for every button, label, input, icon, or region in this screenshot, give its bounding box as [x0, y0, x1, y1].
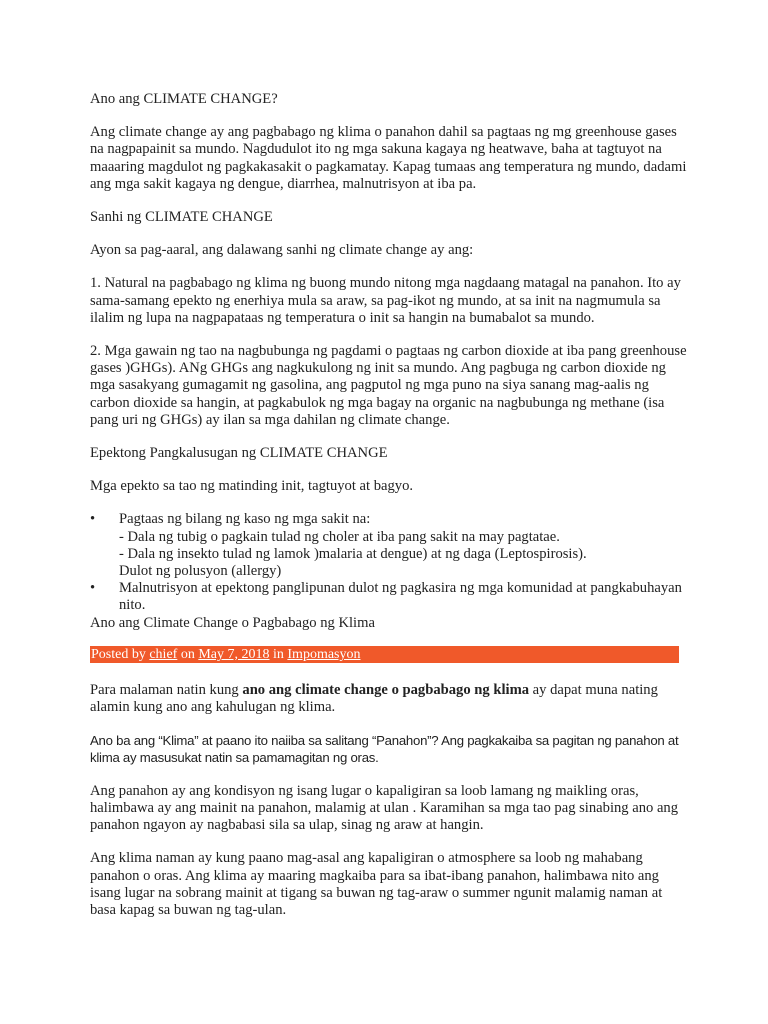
list-item	[119, 511, 690, 580]
paragraph-definition: Ang climate change ay ang pagbabago ng klima o panahon dahil sa pagtaas ng mg greenhouse gases na nagpapainit sa mundo. Nagdudulot ito ng mga sakuna kagaya ng heatwave, baha at tagtuyot na maaaring magdulot ng pagkakasakit o pagkamatay. Kapag tumaas ang temperatura ng mundo, dadami ang mga sakit kagaya ng dengue, diarrhea, malnutrisyon at iba pa.	[90, 124, 687, 192]
paragraph-panahon: Ang panahon ay ang kondisyon ng isang lugar o kapaligiran sa loob lamang ng maikling oras, halimbawa ay ang mainit na panahon, malamig at ulan . Karamihan sa mga tao pag sinabing ano ang panahon ngayon ay nagbabasi sila sa ulap, sinag ng araw at hangin.	[90, 782, 679, 834]
paragraph-line: klima ay masusukat natin sa pamamagitan ng oras.	[90, 750, 379, 766]
posted-by-bar	[90, 646, 679, 663]
paragraph-sanhi-1: 1. Natural na pagbabago ng klima ng buong mundo nitong mga nagdaang matagal na panahon. Ito ay sama-samang epekto ng enerhiya mula sa araw, sa pag-ikot ng mundo, at sa init na nagmumula sa ilalim ng lupa na nagpapataas ng temperatura o init sa hangin na bumabalot sa mundo.	[90, 275, 681, 326]
document-page	[90, 91, 690, 935]
paragraph-klima-vs-panahon	[90, 732, 690, 766]
heading-sanhi: Sanhi ng CLIMATE CHANGE	[90, 209, 273, 226]
paragraph-klima: Ang klima naman ay kung paano mag-asal ang kapaligiran o atmosphere sa loob ng mahabang panahon o oras. Ang klima ay maaring magkaiba para sa ibat-ibang panahon, halimbawa nito ang isang lugar na sobrang mainit at tigang sa buwan ng tag-araw o summer ngunit malamig naman at basa kapag sa buwan ng tag-ulan.	[90, 850, 663, 918]
list-item-line: - Dala ng insekto tulad ng lamok )malaria at dengue) at ng daga (Leptospirosis).	[119, 545, 587, 562]
posted-on-label: on	[177, 646, 199, 662]
paragraph-sanhi-2: 2. Mga gawain ng tao na nagbubunga ng pagdami o pagtaas ng carbon dioxide at iba pang greenhouse gases )GHGs). ANg GHGs ang nagkukulong ng init sa mundo. Ang pagbuga ng carbon dioxide ng mga sasakyang gumagamit ng gasolina, ang pagputol ng mga puno na siya sanang mag-aalis ng carbon dioxide sa hangin, at pagkabulok ng mga bagay na organic na nagbubunga ng methane (isa pang uri ng GHGs) ay ilan sa mga dahilan ng climate change.	[90, 343, 687, 428]
date-link[interactable]: May 7, 2018	[198, 646, 270, 662]
paragraph-intro-text: Para malaman natin kung	[90, 681, 243, 698]
paragraph-epekto-intro: Mga epekto sa tao ng matinding init, tagtuyot at bagyo.	[90, 478, 414, 495]
list-item	[119, 580, 690, 614]
effects-list	[90, 511, 690, 614]
list-item-line: • Pagtaas ng bilang ng kaso ng mga sakit na:	[119, 511, 371, 528]
list-item-line: Dulot ng polusyon (allergy)	[119, 563, 282, 580]
heading-ano-ang-climate-change: Ano ang CLIMATE CHANGE?	[90, 91, 278, 107]
posted-in-label: in	[269, 646, 288, 662]
heading-epekto: Epektong Pangkalusugan ng CLIMATE CHANGE	[90, 445, 388, 462]
paragraph-intro-bold: ano ang climate change o pagbabago ng klima	[242, 681, 530, 698]
author-link[interactable]: chief	[149, 646, 178, 662]
paragraph-sanhi-intro: Ayon sa pag-aaral, ang dalawang sanhi ng climate change ay ang:	[90, 242, 474, 259]
category-link[interactable]: Impomasyon	[287, 646, 361, 662]
posted-by-label: Posted by	[91, 646, 150, 662]
list-item-line: • Malnutrisyon at epektong panglipunan dulot ng pagkasira ng mga komunidad at pangkabuhayan nito.	[119, 580, 682, 614]
paragraph-intro	[90, 682, 690, 716]
paragraph-intro-text-end: ay dapat muna nating alamin kung ano ang kahulugan ng klima.	[90, 681, 658, 716]
article-title: Ano ang Climate Change o Pagbabago ng Klima	[90, 614, 375, 631]
list-item-line: - Dala ng tubig o pagkain tulad ng choler at iba pang sakit na may pagtatae.	[119, 528, 560, 545]
paragraph-line: Ano ba ang “Klima” at paano ito naiiba sa salitang “Panahon”? Ang pagkakaiba sa pagitan ng panahon at	[90, 733, 679, 749]
